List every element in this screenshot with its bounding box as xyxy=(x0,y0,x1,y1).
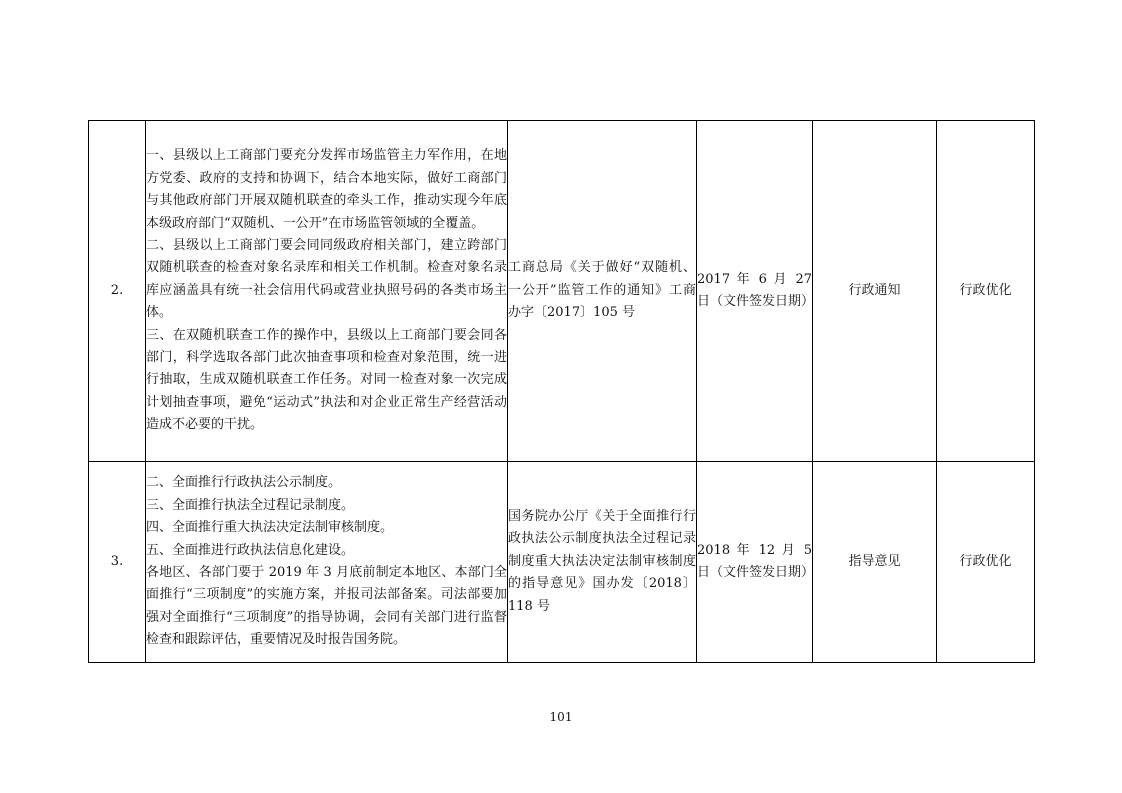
content-paragraph: 四、全面推行重大执法决定法制审核制度。 xyxy=(146,520,394,536)
issue-date: 2017 年 6 月 27 日（文件签发日期） xyxy=(697,121,813,462)
content-paragraph: 三、在双随机联查工作的操作中，县级以上工商部门要会同各部门，科学选取各部门此次抽查事项和检查对象范围，统一进行抽取，生成双随机联查工作任务。对同一检查对象一次完成计划抽查事项，避免“运动式”执法和对企业正常生产经营活动造成不必要的干扰。 xyxy=(146,327,507,433)
category: 行政优化 xyxy=(937,462,1035,663)
document-type: 指导意见 xyxy=(813,462,937,663)
content-paragraph: 三、全面推行执法全过程记录制度。 xyxy=(146,497,355,513)
content-paragraph: 一、县级以上工商部门要充分发挥市场监管主力军作用，在地方党委、政府的支持和协调下，结合本地实际，做好工商部门与其他政府部门开展双随机联查的牵头工作，推动实现今年底本级政府部门“双随机、一公开”在市场监管领域的全覆盖。 xyxy=(146,148,507,231)
policy-basis: 国务院办公厅《关于全面推行行政执法公示制度执法全过程记录制度重大执法决定法制审核制度的指导意见》国办发〔2018〕118 号 xyxy=(508,462,697,663)
table-row xyxy=(89,121,1035,462)
content-paragraph: 二、县级以上工商部门要会同同级政府相关部门，建立跨部门双随机联查的检查对象名录库和相关工作机制。检查对象名录库应涵盖具有统一社会信用代码或营业执照号码的各类市场主体。 xyxy=(146,237,507,321)
category: 行政优化 xyxy=(937,121,1035,462)
page-number: 101 xyxy=(549,710,573,724)
row-number: 2. xyxy=(89,121,146,462)
content-paragraph: 各地区、各部门要于 2019 年 3 月底前制定本地区、本部门全面推行“三项制度”的实施方案，并报司法部备案。司法部要加强对全面推行“三项制度”的指导协调，会同有关部门进行监督检查和跟踪评估，重要情况及时报告国务院。 xyxy=(146,565,507,648)
table-row xyxy=(89,462,1035,663)
issue-date: 2018 年 12 月 5 日（文件签发日期） xyxy=(697,462,813,663)
content-paragraph: 五、全面推进行政执法信息化建设。 xyxy=(146,542,355,558)
policy-basis: 工商总局《关于做好“双随机、一公开”监管工作的通知》工商办字〔2017〕105 号 xyxy=(508,121,697,462)
policy-content xyxy=(146,121,508,462)
row-number: 3. xyxy=(89,462,146,663)
policy-content xyxy=(146,462,508,663)
document-type: 行政通知 xyxy=(813,121,937,462)
content-paragraph: 二、全面推行行政执法公示制度。 xyxy=(146,475,342,491)
policy-table xyxy=(88,120,1035,663)
